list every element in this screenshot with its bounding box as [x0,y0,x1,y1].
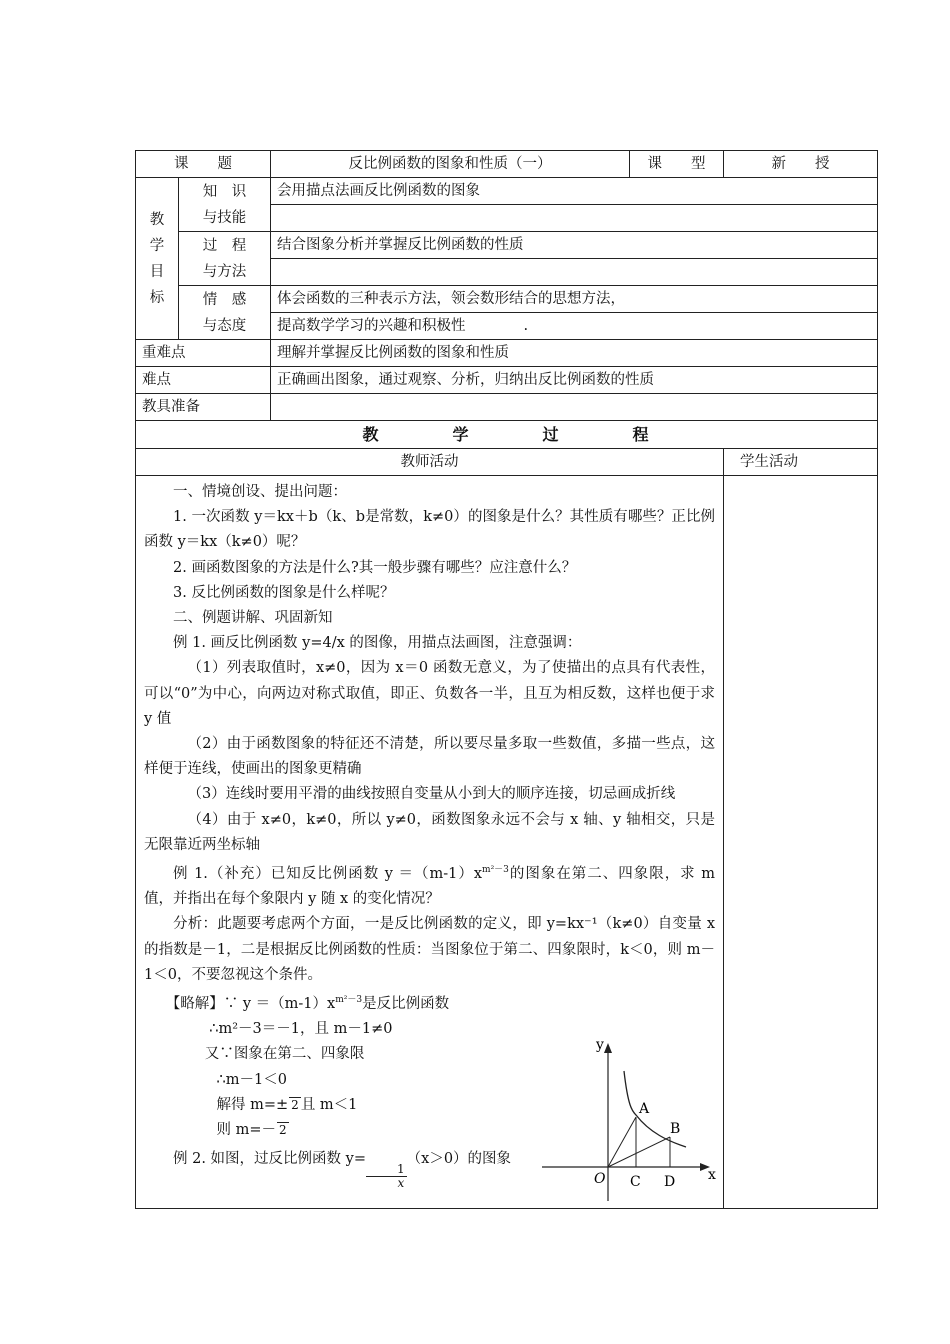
para-note3: （3）连线时要用平滑的曲线按照自变量从小到大的顺序连接，切忌画成折线 [187,786,676,803]
para-note1: （1）列表取值时，x≠0，因为 x＝0 函数无意义，为了使描出的点具有代表性，可以“0”为中心，向两边对称式取值，即正、负数各一半，且互为相反数，这样也便于求 y 值 [144,660,715,727]
process-methods-content-2 [271,259,878,286]
label-o: O [594,1171,606,1187]
para-step1: ∴m²－3＝－1，且 m－1≠0 [209,1021,393,1038]
key-points-content: 理解并掌握反比例函数的图象和性质 [271,340,878,367]
para-intro: 一、情境创设、提出问题： [173,484,347,500]
para-q1: 1. 一次函数 y＝kx＋b（k、b是常数，k≠0）的图象是什么？其性质有哪些？正比例函数 y＝kx（k≠0）呢？ [144,509,715,551]
process-methods-content: 结合图象分析并掌握反比例函数的性质 [271,232,878,259]
label-c: C [630,1174,641,1190]
para-step2: 又∵图象在第二、四象限 [204,1046,365,1063]
segment-ob [608,1137,670,1167]
segment-oa [608,1117,636,1167]
para-step4: 解得 m=± 2 且 m＜1 [216,1096,358,1113]
para-example1: 例 1. 画反比例函数 y=4/x 的图像，用描点法画图，注意强调： [173,635,582,652]
sqrt-symbol: 2 [291,1097,299,1112]
label-b: B [670,1121,681,1137]
topic-label: 课 题 [136,151,271,178]
type-label: 课 型 [630,151,724,178]
key-points-label: 重难点 [136,340,271,367]
type-value: 新 授 [724,151,878,178]
knowledge-skills-label: 知 识 与技能 [179,178,271,232]
student-activity-header: 学生活动 [724,449,878,476]
lesson-plan-table [135,150,878,1209]
difficulty-content: 正确画出图象，通过观察、分析，归纳出反比例函数的性质 [271,367,878,394]
label-a: A [639,1101,650,1117]
topic-value: 反比例函数的图象和性质（一） [271,151,630,178]
prep-label: 教具准备 [136,394,271,421]
teacher-activity-header: 教师活动 [136,449,724,476]
para-analysis: 分析：此题要考虑两个方面，一是反比例函数的定义，即 y=kx⁻¹（k≠0）自变量 x 的指数是－1，二是根据反比例函数的性质：当图象位于第二、四象限时，k＜0，则 m－1＜0，不要忽视这个条件。 [144,916,715,983]
objectives-group-label: 教 学 目 标 [136,178,179,340]
para-example2: 例 2. 如图，过反比例函数 y= $\frac{1}{x}$ （x＞0）的图象 [173,1151,512,1191]
teacher-activity-body [136,476,724,1209]
header-row [136,151,878,178]
label-d: D [664,1174,676,1190]
emotion-attitude-content-2: 提高数学学习的兴趣和积极性 . [271,313,878,340]
emotion-attitude-label: 情 感 与态度 [179,286,271,340]
para-step3: ∴m－1＜0 [216,1071,287,1088]
para-example1-supplement: 例 1.（补充）已知反比例函数 $y =(m-1)x^{m^2-3}$的图象在第二、四象限，求 m 值，并指出在每个象限内 y 随 x 的变化情况？ [144,865,716,908]
para-q3: 3. 反比例函数的图象是什么样呢？ [173,584,395,601]
para-section2: 二、例题讲解、巩固新知 [173,610,333,627]
para-solution: 【略解】∵ $y =(m-1)x^{m^2-3}$是反比例函数 [165,995,450,1013]
para-note2: （2）由于函数图象的特征还不清楚，所以要尽量多取一些数值，多描一些点，这样便于连线，使画出的图象更精确 [144,736,715,778]
difficulty-label: 难点 [136,367,271,394]
sqrt-symbol-2: 2 [279,1123,287,1138]
y-axis-arrow [604,1043,612,1053]
process-methods-label: 过 程 与方法 [179,232,271,286]
student-activity-body [724,476,878,1209]
knowledge-skills-content: 会用描点法画反比例函数的图象 [271,178,878,205]
para-step5: 则 m=－ 2 [216,1122,287,1139]
fraction-1-over-x: $\frac{1}{x}$ [366,1163,407,1190]
hyperbola-figure [540,1031,720,1206]
para-note4: （4）由于 x≠0，k≠0，所以 y≠0，函数图象永远不会与 x 轴、y 轴相交，只是无限靠近两坐标轴 [144,811,715,853]
knowledge-skills-content-2 [271,205,878,232]
process-title: 教 学 过 程 [136,421,878,449]
label-y: y [596,1037,604,1053]
label-x: x [708,1167,716,1183]
para-q2: 2. 画函数图象的方法是什么?其一般步骤有哪些？应注意什么？ [173,559,577,576]
emotion-attitude-content: 体会函数的三种表示方法，领会数形结合的思想方法， [271,286,878,313]
prep-content [271,394,878,421]
